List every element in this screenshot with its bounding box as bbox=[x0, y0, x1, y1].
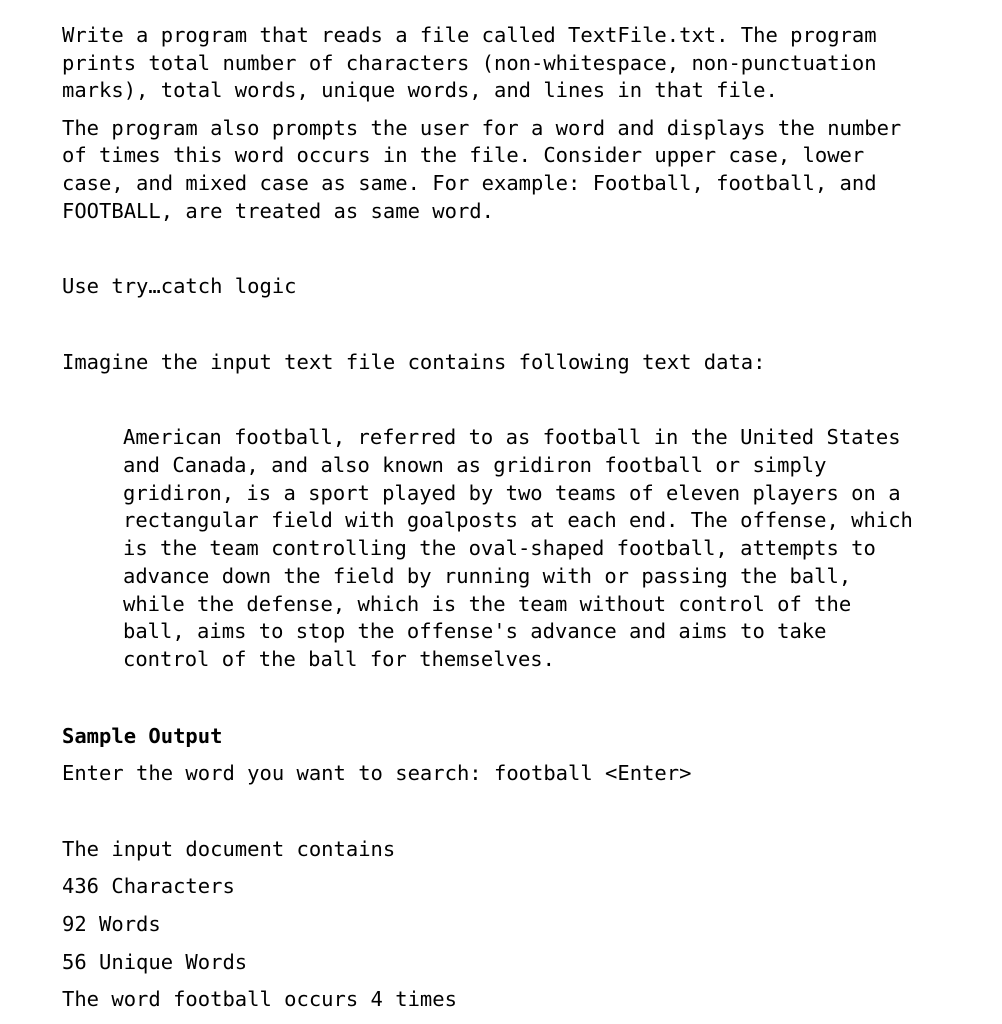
text-line: The program also prompts the user for a word and displays the number bbox=[62, 115, 902, 140]
sample-text-line: is the team controlling the oval-shaped football, attempts to bbox=[123, 536, 876, 561]
text-line: case, and mixed case as same. For example: Football, football, and bbox=[62, 170, 877, 195]
intro-paragraph-2 bbox=[62, 115, 962, 225]
word-occurrence-line: The word football occurs 4 times bbox=[62, 987, 457, 1012]
sample-text-line: while the defense, which is the team without control of the bbox=[123, 591, 852, 616]
text-line: marks), total words, unique words, and lines in that file. bbox=[62, 78, 778, 103]
sample-output-heading: Sample Output bbox=[62, 723, 223, 748]
unique-words-count: 56 Unique Words bbox=[62, 949, 248, 974]
sample-text-line: advance down the field by running with or passing the ball, bbox=[123, 563, 852, 588]
text-line: Write a program that reads a file called TextFile.txt. The program bbox=[62, 23, 877, 47]
characters-count: 436 Characters bbox=[62, 874, 235, 899]
try-catch-instruction: Use try…catch logic bbox=[62, 274, 297, 299]
imagine-instruction: Imagine the input text file contains following text data: bbox=[62, 349, 766, 374]
sample-input-text-block bbox=[62, 424, 962, 673]
sample-text-line: and Canada, and also known as gridiron football or simply bbox=[123, 453, 827, 478]
sample-text-line: control of the ball for themselves. bbox=[123, 646, 555, 671]
text-line: of times this word occurs in the file. Consider upper case, lower bbox=[62, 143, 865, 168]
intro-paragraph-1 bbox=[62, 22, 962, 105]
sample-text-line: American football, referred to as football in the United States bbox=[123, 425, 901, 450]
search-prompt-line: Enter the word you want to search: football <Enter> bbox=[62, 761, 692, 786]
assignment-document bbox=[62, 22, 962, 1014]
words-count: 92 Words bbox=[62, 912, 161, 937]
sample-text-line: gridiron, is a sport played by two teams of eleven players on a bbox=[123, 480, 901, 505]
sample-text-line: ball, aims to stop the offense's advance and aims to take bbox=[123, 619, 827, 644]
contains-line: The input document contains bbox=[62, 836, 396, 861]
text-line: prints total number of characters (non-whitespace, non-punctuation bbox=[62, 50, 877, 75]
text-line: FOOTBALL, are treated as same word. bbox=[62, 198, 494, 223]
sample-text-line: rectangular field with goalposts at each end. The offense, which bbox=[123, 508, 913, 533]
